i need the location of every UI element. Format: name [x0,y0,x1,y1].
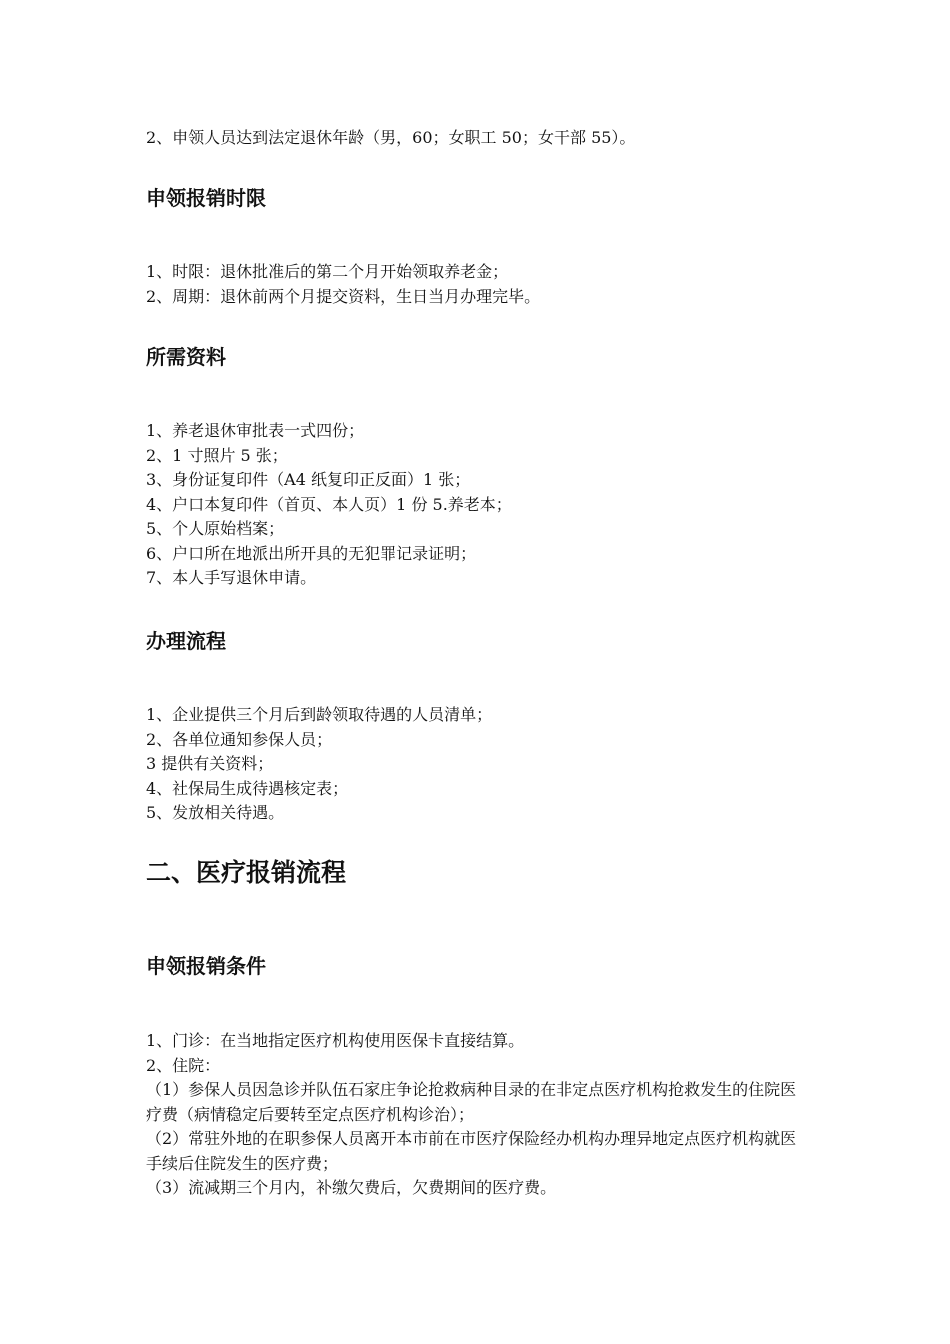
list-item: 5、发放相关待遇。 [146,803,285,822]
list-item: 1、时限：退休批准后的第二个月开始领取养老金； [146,262,509,281]
heading-process: 办理流程 [146,629,226,653]
heading-time-limit: 申领报销时限 [146,186,266,210]
list-item: 1、门诊：在当地指定医疗机构使用医保卡直接结算。 [146,1031,525,1050]
heading-medical: 二、医疗报销流程 [146,858,347,887]
list-item: 2、1 寸照片 5 张； [146,445,288,465]
heading-materials: 所需资料 [146,345,226,369]
list-item: 7、本人手写退休申请。 [146,568,317,587]
list-item: 5、个人原始档案； [146,519,285,538]
list-item: 2、周期：退休前两个月提交资料，生日当月办理完毕。 [146,286,541,306]
list-item: 3 提供有关资料； [146,754,274,773]
intro-line: 2、申领人员达到法定退休年龄（男，60；女职工 50；女干部 55）。 [146,128,636,147]
process-list [146,703,492,826]
list-item: 6、户口所在地派出所开具的无犯罪记录证明； [146,543,477,563]
list-item: （1）参保人员因急诊并队伍石家庄争论抢救病种目录的在非定点医疗机构抢救发生的住院医疗费（病情稳定后要转至定点医疗机构诊治）； [146,1080,797,1124]
list-item: 2、各单位通知参保人员； [146,729,333,749]
time-limit-list [146,260,540,309]
medical-conditions-text [146,1029,811,1201]
list-item: 1、养老退休审批表一式四份； [146,421,365,440]
list-item: 4、户口本复印件（首页、本人页）1 份 5.养老本； [146,494,512,514]
list-item: （2）常驻外地的在职参保人员离开本市前在市医疗保险经办机构办理异地定点医疗机构就医手续后住院发生的医疗费； [146,1129,797,1173]
materials-list [146,419,512,591]
list-item: 1、企业提供三个月后到龄领取待遇的人员清单； [146,705,493,724]
list-item: 3、身份证复印件（A4 纸复印正反面）1 张； [146,470,471,489]
list-item: （3）流减期三个月内，补缴欠费后，欠费期间的医疗费。 [146,1178,557,1197]
list-item: 4、社保局生成待遇核定表； [146,778,349,798]
list-item: 2、住院： [146,1055,221,1075]
heading-conditions: 申领报销条件 [146,954,266,978]
